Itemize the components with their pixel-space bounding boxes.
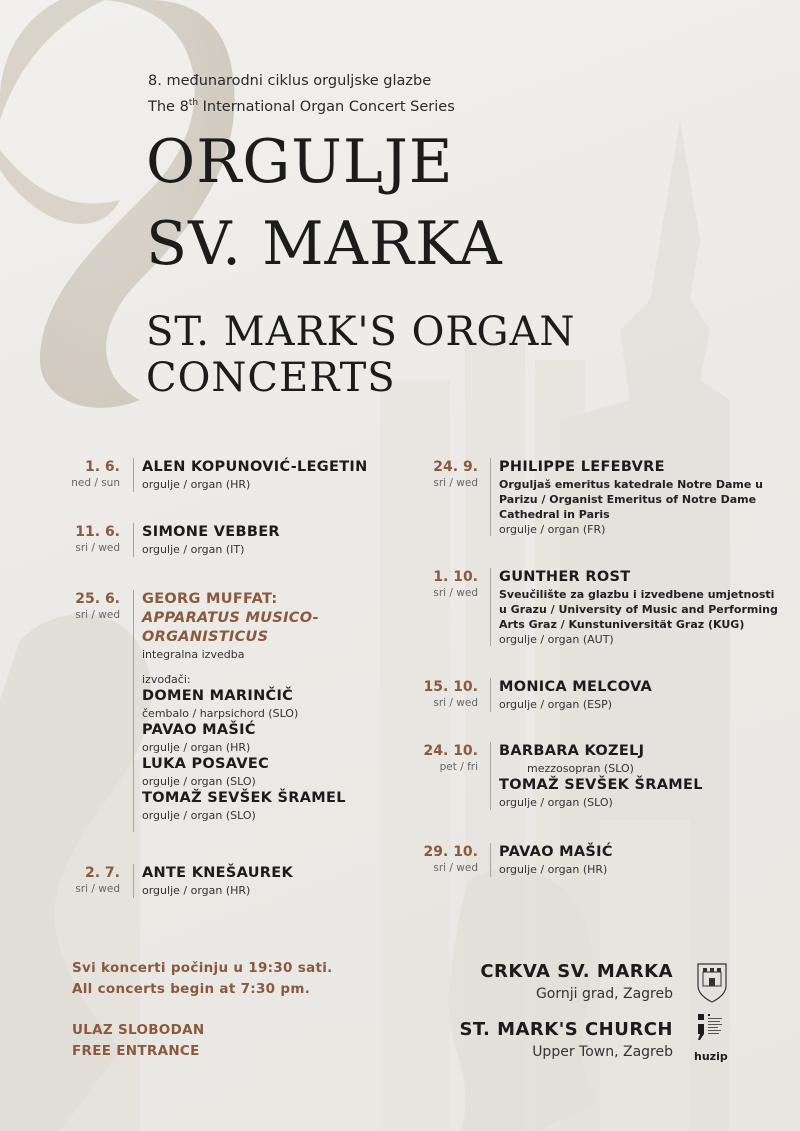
instrument: orgulje / organ (AUT): [499, 633, 614, 646]
series-subtitle: [148, 70, 455, 118]
instrument: orgulje / organ (HR): [142, 884, 251, 897]
huzip-logo-icon: [694, 1012, 730, 1052]
performer-description: Parizu / Organist Emeritus of Notre Dame: [499, 493, 757, 506]
church-name-hr: CRKVA SV. MARKA: [480, 961, 673, 982]
series-line-en-sup: th: [188, 98, 199, 108]
performer-name: PHILIPPE LEFEBVRE: [499, 459, 665, 475]
event-body: [133, 458, 368, 492]
date-day: sri / wed: [433, 477, 478, 489]
title-line-2: SV. MARKA: [146, 209, 503, 279]
composer-name: GEORG MUFFAT:: [142, 591, 278, 607]
performer-name: LUKA POSAVEC: [142, 756, 270, 772]
instrument: mezzosopran (SLO): [527, 762, 634, 775]
performer-description: Cathedral in Paris: [499, 508, 610, 521]
entrance-hr: ULAZ SLOBODAN: [72, 1022, 205, 1038]
event-body: [490, 568, 778, 646]
performer-name: PAVAO MAŠIĆ: [499, 844, 613, 860]
performer-description: Sveučilište za glazbu i izvedbene umjetnosti: [499, 588, 775, 601]
event-date: [358, 458, 478, 490]
concert-time-hr: Svi koncerti počinju u 19:30 sati.: [72, 960, 333, 976]
event-date: [358, 678, 478, 710]
series-line-en-post: International Organ Concert Series: [198, 98, 455, 115]
date-number: 11. 6.: [75, 524, 120, 540]
date-day: pet / fri: [439, 761, 478, 773]
performer-description: Arts Graz / Kunstuniversität Graz (KUG): [499, 618, 745, 631]
instrument: čembalo / harpsichord (SLO): [142, 707, 299, 720]
instrument: orgulje / organ (SLO): [142, 809, 256, 822]
date-number: 24. 9.: [433, 459, 478, 475]
instrument: orgulje / organ (FR): [499, 523, 606, 536]
performer-name: ANTE KNEŠAUREK: [142, 865, 293, 881]
series-line-en: [148, 92, 455, 118]
performer-name: ALEN KOPUNOVIĆ-LEGETIN: [142, 459, 368, 475]
instrument: orgulje / organ (SLO): [142, 775, 256, 788]
church-name-en: ST. MARK'S CHURCH: [459, 1019, 673, 1040]
performer-name: TOMAŽ SEVŠEK ŠRAMEL: [142, 790, 346, 806]
performer-name: SIMONE VEBBER: [142, 524, 280, 540]
event-body: [490, 742, 703, 810]
performer-name: BARBARA KOZELJ: [499, 743, 645, 759]
instrument: orgulje / organ (SLO): [499, 796, 613, 809]
work-title-2: ORGANISTICUS: [142, 629, 269, 645]
title-line-4: CONCERTS: [146, 355, 396, 401]
work-title-1: APPARATUS MUSICO-: [142, 610, 319, 626]
event-body: [133, 864, 293, 898]
performers-label: izvođači:: [142, 673, 191, 686]
date-number: 25. 6.: [75, 591, 120, 607]
performance-note: integralna izvedba: [142, 648, 245, 661]
entrance-en: FREE ENTRANCE: [72, 1043, 200, 1059]
event-body: [133, 590, 346, 832]
instrument: orgulje / organ (IT): [142, 543, 245, 556]
date-day: sri / wed: [433, 587, 478, 599]
date-day: sri / wed: [75, 609, 120, 621]
date-number: 29. 10.: [423, 844, 478, 860]
entrance-info: [72, 1020, 204, 1062]
date-number: 1. 6.: [85, 459, 120, 475]
title-line-1: ORGULJE: [146, 127, 454, 197]
venue-hr: [480, 960, 673, 1004]
concert-time-en: All concerts begin at 7:30 pm.: [72, 981, 311, 997]
performer-name: PAVAO MAŠIĆ: [142, 722, 256, 738]
sponsor-logos: [694, 960, 734, 1063]
date-day: ned / sun: [71, 477, 120, 489]
performer-name: GUNTHER ROST: [499, 569, 631, 585]
event-date: [358, 843, 478, 875]
date-number: 2. 7.: [85, 865, 120, 881]
date-number: 1. 10.: [433, 569, 478, 585]
instrument: orgulje / organ (HR): [499, 863, 608, 876]
instrument: orgulje / organ (ESP): [499, 698, 612, 711]
performer-name: MONICA MELCOVA: [499, 679, 653, 695]
date-day: sri / wed: [75, 883, 120, 895]
date-day: sri / wed: [433, 862, 478, 874]
venue-en: [459, 1018, 673, 1062]
instrument: orgulje / organ (HR): [142, 741, 251, 754]
event-body: [490, 678, 652, 712]
event-date: [358, 568, 478, 600]
date-day: sri / wed: [433, 697, 478, 709]
instrument: orgulje / organ (HR): [142, 478, 251, 491]
performer-description: Orguljaš emeritus katedrale Notre Dame u: [499, 478, 763, 491]
date-number: 15. 10.: [423, 679, 478, 695]
date-day: sri / wed: [75, 542, 120, 554]
performer-name: TOMAŽ SEVŠEK ŠRAMEL: [499, 777, 703, 793]
event-date: [0, 523, 120, 555]
series-line-en-pre: The 8: [148, 98, 189, 115]
series-line-hr: 8. međunarodni ciklus orguljske glazbe: [148, 73, 432, 89]
place-hr: Gornji grad, Zagreb: [535, 986, 673, 1002]
event-body: [490, 458, 763, 536]
place-en: Upper Town, Zagreb: [532, 1044, 673, 1060]
event-date: [0, 590, 120, 622]
event-body: [133, 523, 280, 557]
huzip-logo-text: huzip: [694, 1050, 728, 1063]
event-date: [358, 742, 478, 774]
title-line-3: ST. MARK'S ORGAN: [146, 309, 576, 355]
event-date: [0, 864, 120, 896]
event-body: [490, 843, 613, 877]
date-number: 24. 10.: [423, 743, 478, 759]
event-date: [0, 458, 120, 490]
concert-time: [72, 958, 333, 1000]
performer-name: DOMEN MARINČIČ: [142, 688, 294, 704]
zagreb-coat-of-arms-icon: [694, 960, 730, 1004]
performer-description: u Grazu / University of Music and Performing: [499, 603, 778, 616]
